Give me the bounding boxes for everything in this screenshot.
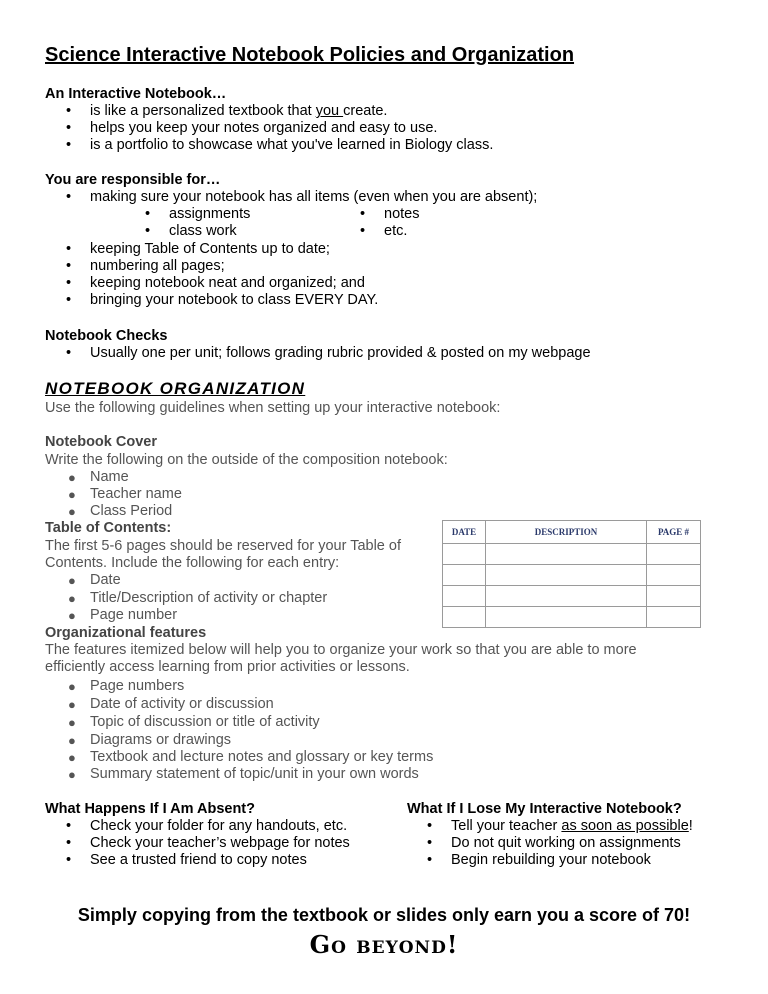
sub-list-item: • class work [145, 223, 237, 239]
bullet-icon: • [66, 241, 72, 257]
checks-heading: Notebook Checks [45, 328, 168, 344]
list-item: ● Page number [68, 607, 178, 623]
bullet-icon: • [66, 275, 72, 291]
list-item: ● Name [68, 469, 129, 485]
bullet-icon: • [360, 206, 366, 222]
bullet-icon: • [66, 103, 72, 119]
bullet-icon: ● [68, 487, 76, 502]
go-beyond-text: Go beyond! [309, 930, 459, 959]
bullet-icon: • [427, 818, 433, 834]
organization-intro: Use the following guidelines when setting up your interactive notebook: [45, 400, 501, 416]
cover-heading: Notebook Cover [45, 434, 157, 450]
sub-list-item: • assignments [145, 206, 251, 222]
list-item: ● Diagrams or drawings [68, 732, 232, 748]
table-row [443, 544, 701, 565]
table-row [443, 586, 701, 607]
bullet-icon: • [66, 189, 72, 205]
cover-text: Write the following on the outside of the composition notebook: [45, 452, 448, 468]
bullet-icon: • [66, 292, 72, 308]
toc-text-line2: Contents. Include the following for each entry: [45, 555, 340, 571]
toc-heading: Table of Contents: [45, 520, 172, 536]
list-item: • making sure your notebook has all items (even when you are absent); [66, 189, 538, 205]
table-header-date: DATE [443, 521, 486, 544]
list-item: • bringing your notebook to class EVERY DAY. [66, 292, 379, 308]
list-item: • keeping Table of Contents up to date; [66, 241, 330, 257]
table-row [443, 607, 701, 628]
organization-heading: NOTEBOOK ORGANIZATION [45, 379, 306, 398]
bullet-icon: • [66, 852, 72, 868]
bullet-icon: ● [68, 573, 76, 588]
toc-sample-table [442, 520, 701, 628]
list-item: ● Class Period [68, 503, 173, 519]
table-header-page: PAGE # [647, 521, 701, 544]
list-item: • is like a personalized textbook that you create. [66, 103, 388, 119]
bullet-icon: ● [68, 470, 76, 485]
bullet-icon: • [145, 223, 151, 239]
list-item: ● Page numbers [68, 678, 185, 694]
bullet-icon: ● [68, 697, 76, 712]
sub-list-item: • notes [360, 206, 420, 222]
bullet-icon: ● [68, 591, 76, 606]
score-note: Simply copying from the textbook or slides only earn you a score of 70! [77, 905, 691, 925]
table-header-row [443, 521, 701, 544]
bullet-icon: ● [68, 750, 76, 765]
bullet-icon: • [66, 137, 72, 153]
features-heading: Organizational features [45, 625, 207, 641]
bullet-icon: • [66, 258, 72, 274]
list-item: • Tell your teacher as soon as possible! [427, 818, 693, 834]
bullet-icon: ● [68, 767, 76, 782]
bullet-icon: • [66, 818, 72, 834]
bullet-icon: ● [68, 679, 76, 694]
list-item: • keeping notebook neat and organized; and [66, 275, 365, 291]
bullet-icon: ● [68, 608, 76, 623]
list-item: ● Summary statement of topic/unit in your own words [68, 766, 419, 782]
list-item: • numbering all pages; [66, 258, 225, 274]
bullet-icon: ● [68, 733, 76, 748]
bullet-icon: • [360, 223, 366, 239]
list-item: ● Textbook and lecture notes and glossary or key terms [68, 749, 434, 765]
list-item: • Check your teacher’s webpage for notes [66, 835, 350, 851]
bullet-icon: • [66, 120, 72, 136]
bullet-icon: • [66, 835, 72, 851]
features-text-line2: efficiently access learning from prior activities or lessons. [45, 659, 410, 675]
list-item: • Check your folder for any handouts, etc. [66, 818, 348, 834]
list-item: • helps you keep your notes organized and easy to use. [66, 120, 438, 136]
features-text-line1: The features itemized below will help you to organize your work so that you are able to more [45, 642, 637, 658]
bullet-icon: • [427, 835, 433, 851]
toc-text-line1: The first 5-6 pages should be reserved for your Table of [45, 538, 401, 554]
absent-heading: What Happens If I Am Absent? [45, 801, 255, 817]
list-item: ● Topic of discussion or title of activity [68, 714, 320, 730]
bullet-icon: ● [68, 715, 76, 730]
list-item: ● Title/Description of activity or chapter [68, 590, 328, 606]
list-item: ● Teacher name [68, 486, 182, 502]
responsible-heading: You are responsible for… [45, 172, 221, 188]
intro-heading: An Interactive Notebook… [45, 86, 227, 102]
table-header-description: DESCRIPTION [486, 521, 647, 544]
list-item: ● Date of activity or discussion [68, 696, 274, 712]
list-item: • Usually one per unit; follows grading rubric provided & posted on my webpage [66, 345, 591, 361]
list-item: • is a portfolio to showcase what you've learned in Biology class. [66, 137, 494, 153]
list-item: ● Date [68, 572, 121, 588]
lose-heading: What If I Lose My Interactive Notebook? [407, 801, 682, 817]
bullet-icon: • [427, 852, 433, 868]
page-title: Science Interactive Notebook Policies and Organization [45, 44, 575, 66]
list-item: • See a trusted friend to copy notes [66, 852, 307, 868]
list-item: • Do not quit working on assignments [427, 835, 681, 851]
bullet-icon: ● [68, 504, 76, 519]
sub-list-item: • etc. [360, 223, 408, 239]
bullet-icon: • [145, 206, 151, 222]
bullet-icon: • [66, 345, 72, 361]
table-row [443, 565, 701, 586]
list-item: • Begin rebuilding your notebook [427, 852, 651, 868]
